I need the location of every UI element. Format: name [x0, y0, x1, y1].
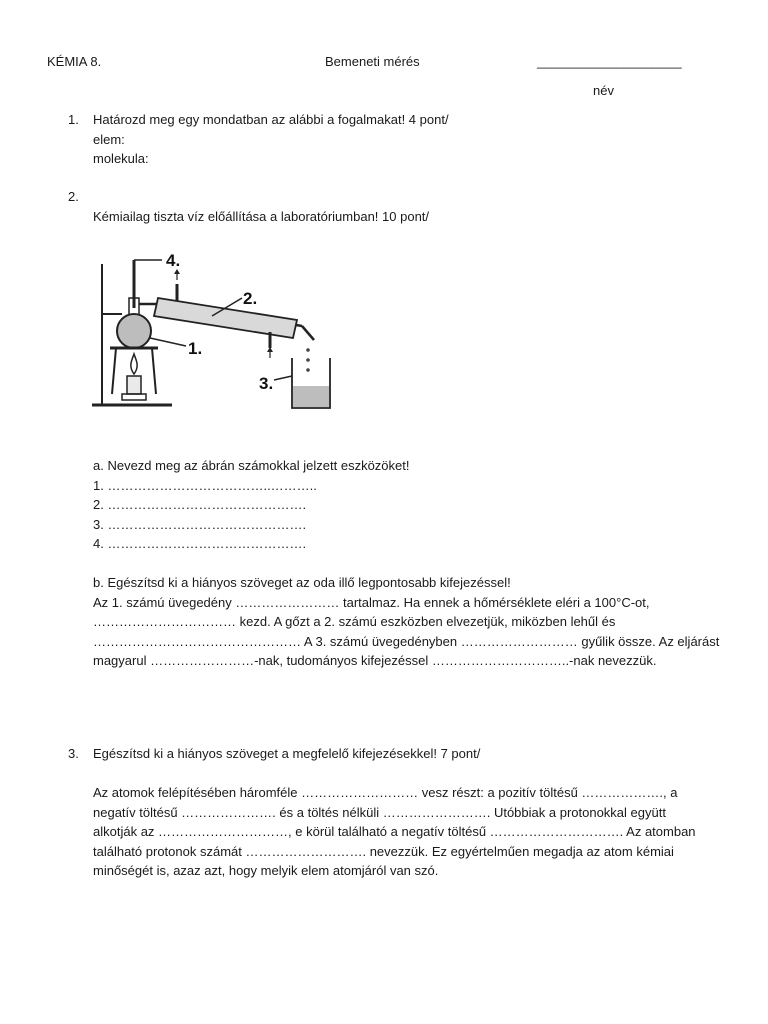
tripod-leg [112, 348, 116, 394]
definition-item-elem: elem: [93, 131, 125, 147]
condenser-outlet [302, 326, 314, 340]
fill-text-line[interactable]: alkotják az …………………………, e körül található a negatív töltésű …………………………. Az atomban [93, 824, 696, 839]
question-1 [68, 110, 728, 169]
fill-text-line[interactable]: Az atomok felépítésében háromféle ……………………… vesz részt: a pozitív töltésű ………………., a [93, 785, 678, 800]
fill-text-line[interactable]: található protonok számát ………………………. nevezzük. Ez egyértelműen megadja az atom kémiai [93, 843, 674, 859]
diagram-label-4: 4. [166, 251, 181, 270]
label-1-leader [150, 338, 186, 346]
drop-icon [306, 368, 310, 372]
answer-line-1[interactable]: 1. ………………………………..……….. [93, 477, 317, 493]
flame-icon [131, 354, 137, 374]
distillation-flask [117, 314, 151, 348]
distillation-apparatus-diagram [92, 246, 342, 411]
drop-icon [306, 348, 310, 352]
page-header [0, 52, 768, 98]
fill-text-line[interactable]: magyarul ……………………-nak, tudományos kifejezéssel …………………………..-nak nevezzük. [93, 653, 657, 668]
question-prompt: Határozd meg egy mondatban az alábbi a fogalmakat! 4 pont/ [93, 112, 449, 127]
question-number: 2. [68, 189, 79, 204]
diagram-label-2: 2. [243, 289, 258, 308]
definition-item-molekula: molekula: [93, 151, 149, 166]
tripod-leg [152, 348, 156, 394]
fill-text-line[interactable]: …………………………… kezd. A gőzt a 2. számú eszközben elvezetjük, miközben lehűl és [93, 614, 616, 629]
diagram-label-3: 3. [259, 374, 274, 393]
question-number: 3. [68, 746, 79, 761]
answer-line-4[interactable]: 4. ………………………………………. [93, 536, 307, 551]
course-label: KÉMIA 8. [47, 54, 102, 69]
part-b-prompt: b. Egészítsd ki a hiányos szöveget az oda illő legpontosabb kifejezéssel! [93, 575, 511, 590]
question-prompt: Kémiailag tiszta víz előállítása a laboratóriumban! 10 pont/ [93, 208, 430, 224]
collected-water [293, 386, 329, 407]
burner-base [122, 394, 146, 400]
question-2 [68, 187, 728, 226]
drop-icon [306, 358, 310, 362]
question-2-parts [68, 456, 728, 671]
name-label: név [593, 83, 614, 98]
question-3 [68, 744, 728, 881]
answer-line-2[interactable]: 2. ………………………………………. [93, 497, 307, 512]
answer-line-3[interactable]: 3. ………………………………………. [93, 516, 307, 532]
fill-text-line[interactable]: Az 1. számú üvegedény …………………… tartalmaz. Ha ennek a hőmérséklete eléri a 100°C-ot, [93, 594, 650, 610]
burner-body [127, 376, 141, 394]
arrow-head-icon [267, 347, 273, 352]
document-title: Bemeneti mérés [325, 54, 420, 69]
part-a-prompt: a. Nevezd meg az ábrán számokkal jelzett eszközöket! [93, 458, 410, 473]
name-blank-line[interactable]: ____________________ [537, 54, 682, 69]
label-3-leader [274, 376, 292, 380]
condenser-jacket [154, 298, 297, 338]
question-prompt: Egészítsd ki a hiányos szöveget a megfelelő kifejezésekkel! 7 pont/ [93, 746, 481, 761]
fill-text-line[interactable]: ………………………………………… A 3. számú üvegedényben ……………………… gyűlik össze. Az eljárást [93, 633, 720, 649]
fill-text-line: minőségét is, azaz azt, hogy melyik elem atomjáról van szó. [93, 863, 439, 878]
question-number: 1. [68, 112, 79, 127]
diagram-label-1: 1. [188, 339, 203, 358]
fill-text-line[interactable]: negatív töltésű …………………. és a töltés nélküli ……………………. Utóbbiak a protonokkal együtt [93, 804, 666, 820]
